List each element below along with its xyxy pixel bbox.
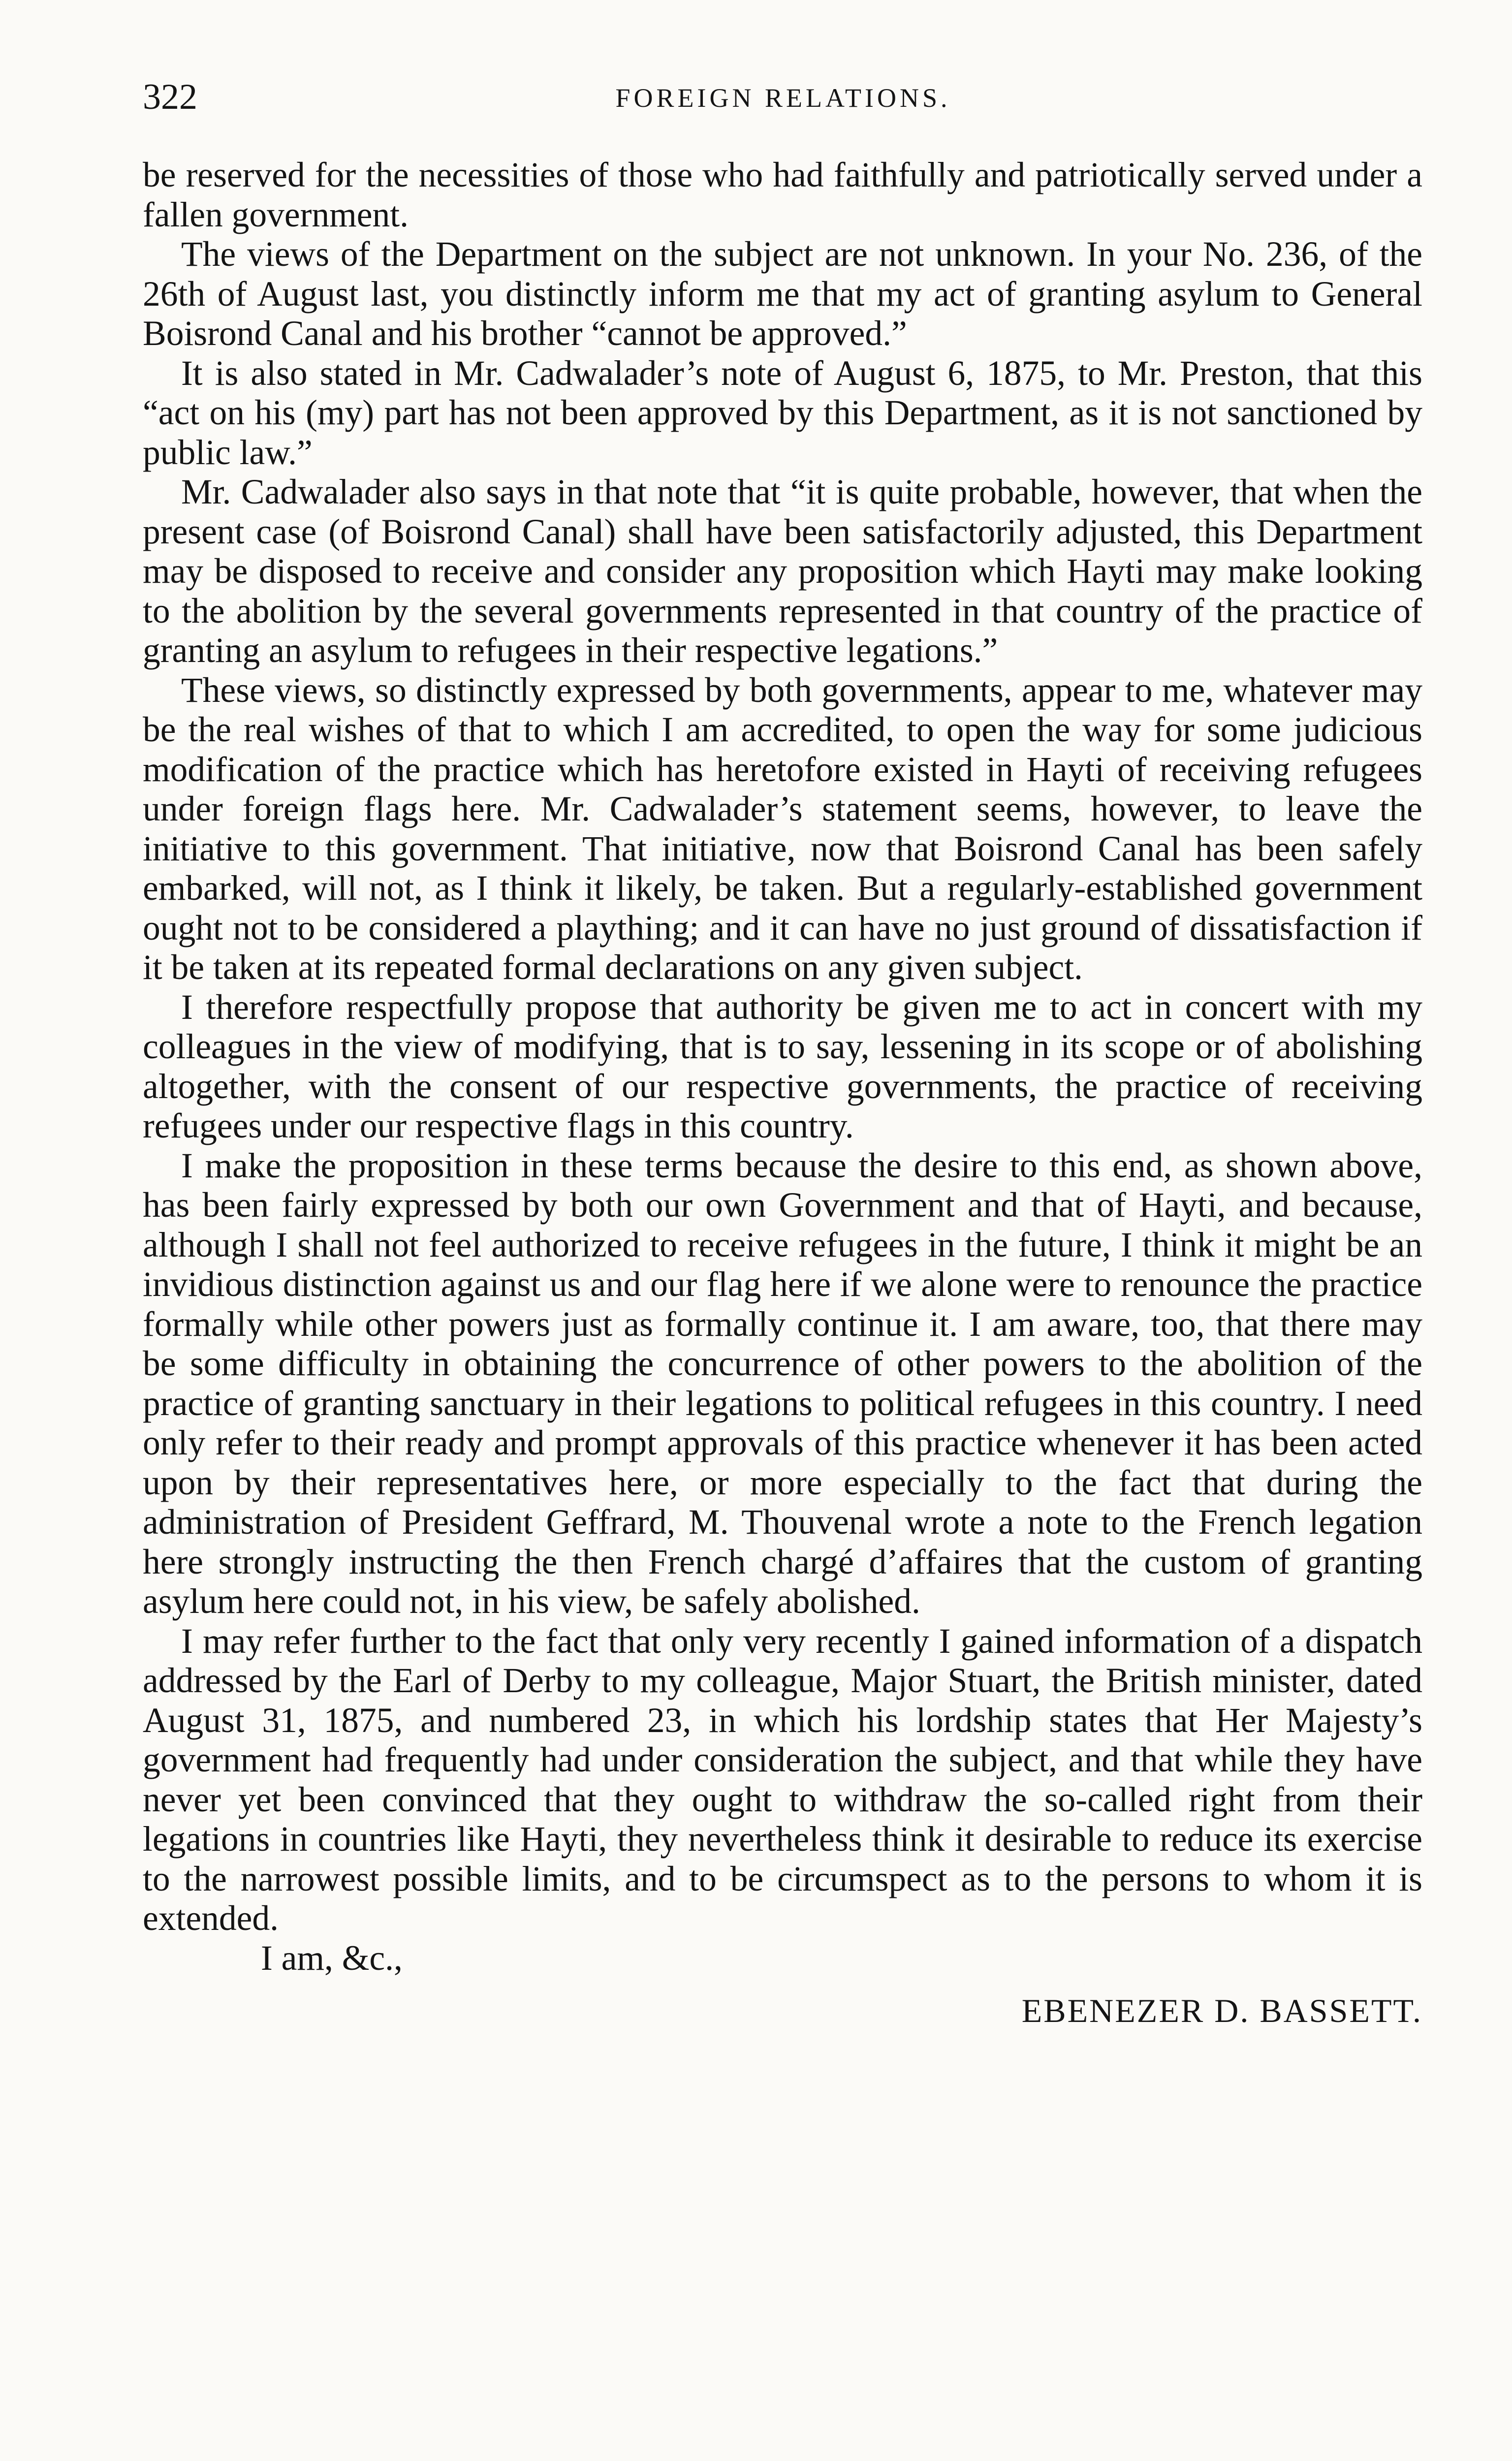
paragraph-6: I therefore respectfully propose that authority be given me to act in concert with my colleagues in the view of modifying, that is to say, lessening in its scope or of abolishing altogether, with the consent of our respective governments, the practice of receiving refugees under our respective flags in this country.: [143, 987, 1422, 1145]
paragraph-5: These views, so distinctly expressed by both governments, appear to me, whatever may be the real wishes of that to which I am accredited, to open the way for some judicious modification of the practice which has heretofore existed in Hayti of receiving refugees under foreign flags here. Mr. Cadwalader’s statement seems, however, to leave the initiative to this government. That initiative, now that Boisrond Canal has been safely embarked, will not, as I think it likely, be taken. But a regularly-established government ought not to be considered a plaything; and it can have no just ground of dissatisfaction if it be taken at its repeated formal declarations on any given subject.: [143, 670, 1422, 987]
page-number: 322: [143, 77, 197, 117]
paragraph-1: be reserved for the necessities of those who had faithfully and patriotically served under a fallen government.: [143, 156, 1422, 234]
letter-body: [143, 156, 1422, 1939]
paragraph-8: I may refer further to the fact that only very recently I gained information of a dispatch addressed by the Earl of Derby to my colleague, Major Stuart, the British minister, dated August 31, 1875, and numbered 23, in which his lordship states that Her Majesty’s government had frequently had under consideration the subject, and that while they have never yet been convinced that they ought to withdraw the so-called right from their legations in countries like Hayti, they nevertheless think it desirable to reduce its exercise to the narrowest possible limits, and to be circumspect as to the persons to whom it is extended.: [143, 1621, 1422, 1938]
signature: EBENEZER D. BASSETT.: [1021, 1992, 1422, 2029]
paragraph-3: It is also stated in Mr. Cadwalader’s note of August 6, 1875, to Mr. Preston, that this “act on his (my) part has not been approved by this Department, as it is not sanctioned by public law.”: [143, 353, 1422, 472]
running-title: FOREIGN RELATIONS.: [615, 83, 951, 113]
paragraph-2: The views of the Department on the subject are not unknown. In your No. 236, of the 26th of August last, you distinctly inform me that my act of granting asylum to General Boisrond Canal and his brother “cannot be approved.”: [143, 235, 1422, 353]
closing-salutation: I am, &c.,: [261, 1938, 403, 1978]
page-header: [143, 79, 1423, 134]
paragraph-4: Mr. Cadwalader also says in that note that “it is quite probable, however, that when the present case (of Boisrond Canal) shall have been satisfactorily adjusted, this Department may be disposed to receive and consider any proposition which Hayti may make looking to the abolition by the several governments represented in that country of the practice of granting an asylum to refugees in their respective legations.”: [143, 473, 1422, 670]
paragraph-7: I make the proposition in these terms because the desire to this end, as shown above, has been fairly expressed by both our own Government and that of Hayti, and because, although I shall not feel authorized to receive refugees in the future, I think it might be an invidious distinction against us and our flag here if we alone were to renounce the practice formally while other powers just as formally continue it. I am aware, too, that there may be some difficulty in obtaining the concurrence of other powers to the abolition of the practice of granting sanctuary in their legations to political refugees in this country. I need only refer to their ready and prompt approvals of this practice whenever it has been acted upon by their representatives here, or more especially to the fact that during the administration of President Geffrard, M. Thouvenal wrote a note to the French legation here strongly instructing the then French chargé d’affaires that the custom of granting asylum here could not, in his view, be safely abolished.: [143, 1146, 1422, 1621]
